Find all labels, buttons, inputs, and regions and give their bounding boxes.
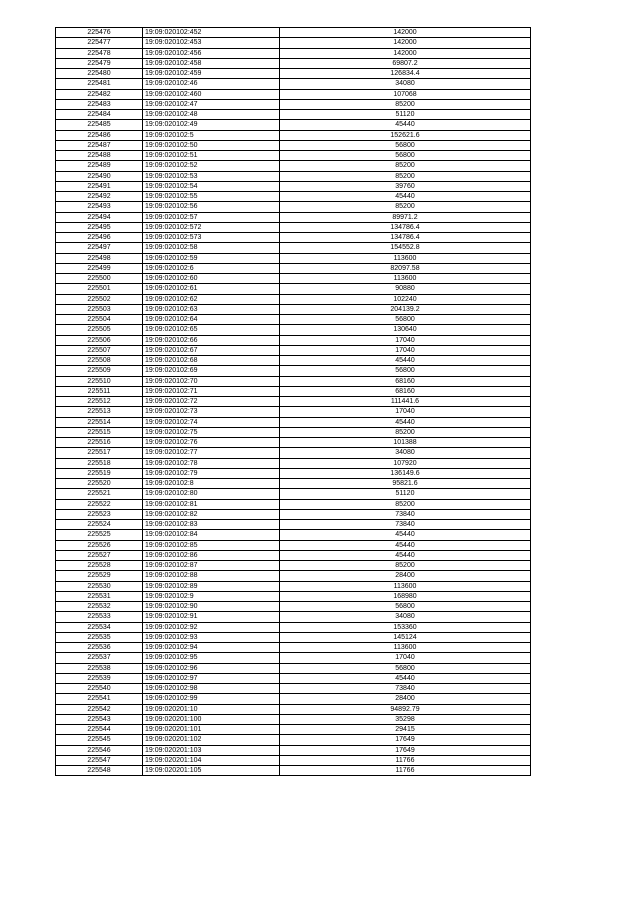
row-number-cell: 225505: [56, 325, 143, 335]
value-cell: 56800: [280, 140, 531, 150]
value-cell: 204139.2: [280, 304, 531, 314]
row-number-cell: 225511: [56, 386, 143, 396]
value-cell: 142000: [280, 38, 531, 48]
cadastral-number-cell: 19:09:020102:6: [143, 263, 280, 273]
value-cell: 85200: [280, 161, 531, 171]
table-row: [56, 120, 531, 130]
value-cell: 85200: [280, 202, 531, 212]
table-row: [56, 325, 531, 335]
row-number-cell: 225516: [56, 438, 143, 448]
row-number-cell: 225517: [56, 448, 143, 458]
value-cell: 95821.6: [280, 479, 531, 489]
cadastral-number-cell: 19:09:020102:5: [143, 130, 280, 140]
value-cell: 17649: [280, 745, 531, 755]
value-cell: 28400: [280, 694, 531, 704]
row-number-cell: 225500: [56, 274, 143, 284]
value-cell: 73840: [280, 684, 531, 694]
table-row: [56, 99, 531, 109]
value-cell: 152621.6: [280, 130, 531, 140]
cadastral-number-cell: 19:09:020102:54: [143, 181, 280, 191]
table-row: [56, 735, 531, 745]
cadastral-number-cell: 19:09:020102:82: [143, 509, 280, 519]
value-cell: 153360: [280, 622, 531, 632]
row-number-cell: 225486: [56, 130, 143, 140]
table-row: [56, 725, 531, 735]
cadastral-number-cell: 19:09:020102:57: [143, 212, 280, 222]
table-row: [56, 335, 531, 345]
value-cell: 29415: [280, 725, 531, 735]
cadastral-number-cell: 19:09:020201:104: [143, 755, 280, 765]
cadastral-number-cell: 19:09:020102:69: [143, 366, 280, 376]
value-cell: 56800: [280, 315, 531, 325]
table-row: [56, 69, 531, 79]
value-cell: 68160: [280, 376, 531, 386]
value-cell: 73840: [280, 520, 531, 530]
value-cell: 136149.6: [280, 468, 531, 478]
row-number-cell: 225522: [56, 499, 143, 509]
value-cell: 35298: [280, 714, 531, 724]
table-row: [56, 376, 531, 386]
cadastral-number-cell: 19:09:020102:66: [143, 335, 280, 345]
row-number-cell: 225541: [56, 694, 143, 704]
table-row: [56, 130, 531, 140]
table-row: [56, 632, 531, 642]
value-cell: 11766: [280, 755, 531, 765]
cadastral-number-cell: 19:09:020102:50: [143, 140, 280, 150]
value-cell: 45440: [280, 530, 531, 540]
table-row: [56, 253, 531, 263]
table-row: [56, 499, 531, 509]
cadastral-number-cell: 19:09:020102:72: [143, 397, 280, 407]
row-number-cell: 225506: [56, 335, 143, 345]
value-cell: 107920: [280, 458, 531, 468]
value-cell: 45440: [280, 540, 531, 550]
row-number-cell: 225509: [56, 366, 143, 376]
row-number-cell: 225514: [56, 417, 143, 427]
cadastral-number-cell: 19:09:020102:91: [143, 612, 280, 622]
cadastral-number-cell: 19:09:020201:10: [143, 704, 280, 714]
cadastral-number-cell: 19:09:020102:68: [143, 356, 280, 366]
value-cell: 69807.2: [280, 58, 531, 68]
row-number-cell: 225482: [56, 89, 143, 99]
cadastral-number-cell: 19:09:020102:573: [143, 233, 280, 243]
value-cell: 45440: [280, 192, 531, 202]
cadastral-number-cell: 19:09:020102:86: [143, 550, 280, 560]
cadastral-number-cell: 19:09:020102:46: [143, 79, 280, 89]
table-row: [56, 356, 531, 366]
value-cell: 113600: [280, 253, 531, 263]
row-number-cell: 225543: [56, 714, 143, 724]
cadastral-number-cell: 19:09:020102:70: [143, 376, 280, 386]
cadastral-number-cell: 19:09:020102:80: [143, 489, 280, 499]
cadastral-number-cell: 19:09:020102:65: [143, 325, 280, 335]
row-number-cell: 225533: [56, 612, 143, 622]
value-cell: 17040: [280, 407, 531, 417]
table-row: [56, 294, 531, 304]
cadastral-number-cell: 19:09:020102:77: [143, 448, 280, 458]
value-cell: 17040: [280, 653, 531, 663]
value-cell: 68160: [280, 386, 531, 396]
value-cell: 17040: [280, 335, 531, 345]
value-cell: 45440: [280, 356, 531, 366]
row-number-cell: 225523: [56, 509, 143, 519]
table-row: [56, 550, 531, 560]
row-number-cell: 225532: [56, 602, 143, 612]
table-row: [56, 89, 531, 99]
value-cell: 113600: [280, 274, 531, 284]
row-number-cell: 225547: [56, 755, 143, 765]
row-number-cell: 225526: [56, 540, 143, 550]
row-number-cell: 225501: [56, 284, 143, 294]
row-number-cell: 225544: [56, 725, 143, 735]
table-row: [56, 304, 531, 314]
table-row: [56, 284, 531, 294]
table-row: [56, 581, 531, 591]
table-row: [56, 755, 531, 765]
cadastral-number-cell: 19:09:020102:75: [143, 427, 280, 437]
value-cell: 89971.2: [280, 212, 531, 222]
cadastral-number-cell: 19:09:020102:61: [143, 284, 280, 294]
row-number-cell: 225510: [56, 376, 143, 386]
cadastral-number-cell: 19:09:020102:94: [143, 643, 280, 653]
row-number-cell: 225540: [56, 684, 143, 694]
value-cell: 85200: [280, 561, 531, 571]
table-row: [56, 28, 531, 38]
row-number-cell: 225527: [56, 550, 143, 560]
value-cell: 85200: [280, 171, 531, 181]
value-cell: 101388: [280, 438, 531, 448]
value-cell: 17040: [280, 345, 531, 355]
table-row: [56, 602, 531, 612]
table-row: [56, 427, 531, 437]
value-cell: 56800: [280, 366, 531, 376]
row-number-cell: 225491: [56, 181, 143, 191]
cadastral-number-cell: 19:09:020102:51: [143, 151, 280, 161]
value-cell: 102240: [280, 294, 531, 304]
table-row: [56, 263, 531, 273]
cadastral-number-cell: 19:09:020201:103: [143, 745, 280, 755]
value-cell: 82097.58: [280, 263, 531, 273]
row-number-cell: 225488: [56, 151, 143, 161]
cadastral-number-cell: 19:09:020102:62: [143, 294, 280, 304]
table-row: [56, 766, 531, 776]
table-row: [56, 171, 531, 181]
row-number-cell: 225490: [56, 171, 143, 181]
cadastral-number-cell: 19:09:020102:87: [143, 561, 280, 571]
table-row: [56, 458, 531, 468]
table-row: [56, 161, 531, 171]
table-row: [56, 468, 531, 478]
cadastral-number-cell: 19:09:020102:95: [143, 653, 280, 663]
table-row: [56, 407, 531, 417]
table-row: [56, 448, 531, 458]
value-cell: 28400: [280, 571, 531, 581]
value-cell: 11766: [280, 766, 531, 776]
row-number-cell: 225485: [56, 120, 143, 130]
table-row: [56, 530, 531, 540]
table-row: [56, 38, 531, 48]
cadastral-number-cell: 19:09:020102:78: [143, 458, 280, 468]
value-cell: 145124: [280, 632, 531, 642]
value-cell: 134786.4: [280, 233, 531, 243]
value-cell: 51120: [280, 110, 531, 120]
value-cell: 45440: [280, 417, 531, 427]
row-number-cell: 225489: [56, 161, 143, 171]
table-row: [56, 745, 531, 755]
row-number-cell: 225477: [56, 38, 143, 48]
row-number-cell: 225539: [56, 673, 143, 683]
row-number-cell: 225499: [56, 263, 143, 273]
row-number-cell: 225538: [56, 663, 143, 673]
row-number-cell: 225534: [56, 622, 143, 632]
row-number-cell: 225530: [56, 581, 143, 591]
row-number-cell: 225508: [56, 356, 143, 366]
table-row: [56, 520, 531, 530]
cadastral-number-cell: 19:09:020102:67: [143, 345, 280, 355]
table-row: [56, 315, 531, 325]
cadastral-number-cell: 19:09:020102:92: [143, 622, 280, 632]
row-number-cell: 225481: [56, 79, 143, 89]
table-row: [56, 571, 531, 581]
cadastral-number-cell: 19:09:020102:8: [143, 479, 280, 489]
cadastral-number-cell: 19:09:020102:73: [143, 407, 280, 417]
table-row: [56, 694, 531, 704]
cadastral-number-cell: 19:09:020102:79: [143, 468, 280, 478]
cadastral-number-cell: 19:09:020102:85: [143, 540, 280, 550]
row-number-cell: 225497: [56, 243, 143, 253]
row-number-cell: 225535: [56, 632, 143, 642]
data-table: [55, 27, 531, 776]
cadastral-number-cell: 19:09:020102:76: [143, 438, 280, 448]
row-number-cell: 225502: [56, 294, 143, 304]
table-row: [56, 612, 531, 622]
cadastral-number-cell: 19:09:020102:453: [143, 38, 280, 48]
cadastral-number-cell: 19:09:020102:459: [143, 69, 280, 79]
table-row: [56, 417, 531, 427]
table-row: [56, 673, 531, 683]
row-number-cell: 225546: [56, 745, 143, 755]
row-number-cell: 225520: [56, 479, 143, 489]
cadastral-number-cell: 19:09:020102:74: [143, 417, 280, 427]
table-row: [56, 622, 531, 632]
table-row: [56, 79, 531, 89]
cadastral-number-cell: 19:09:020102:90: [143, 602, 280, 612]
table-row: [56, 561, 531, 571]
cadastral-number-cell: 19:09:020102:9: [143, 591, 280, 601]
value-cell: 113600: [280, 643, 531, 653]
row-number-cell: 225513: [56, 407, 143, 417]
row-number-cell: 225498: [56, 253, 143, 263]
table-row: [56, 663, 531, 673]
row-number-cell: 225487: [56, 140, 143, 150]
cadastral-number-cell: 19:09:020102:56: [143, 202, 280, 212]
row-number-cell: 225528: [56, 561, 143, 571]
table-row: [56, 181, 531, 191]
row-number-cell: 225494: [56, 212, 143, 222]
cadastral-number-cell: 19:09:020102:48: [143, 110, 280, 120]
row-number-cell: 225542: [56, 704, 143, 714]
value-cell: 85200: [280, 99, 531, 109]
row-number-cell: 225496: [56, 233, 143, 243]
table-row: [56, 489, 531, 499]
cadastral-number-cell: 19:09:020102:460: [143, 89, 280, 99]
value-cell: 45440: [280, 550, 531, 560]
cadastral-number-cell: 19:09:020102:63: [143, 304, 280, 314]
table-row: [56, 274, 531, 284]
cadastral-number-cell: 19:09:020102:84: [143, 530, 280, 540]
table-row: [56, 58, 531, 68]
cadastral-number-cell: 19:09:020102:572: [143, 222, 280, 232]
value-cell: 34080: [280, 448, 531, 458]
row-number-cell: 225537: [56, 653, 143, 663]
value-cell: 94892.79: [280, 704, 531, 714]
row-number-cell: 225524: [56, 520, 143, 530]
value-cell: 134786.4: [280, 222, 531, 232]
value-cell: 56800: [280, 663, 531, 673]
table-row: [56, 151, 531, 161]
table-row: [56, 345, 531, 355]
value-cell: 90880: [280, 284, 531, 294]
table-row: [56, 48, 531, 58]
row-number-cell: 225492: [56, 192, 143, 202]
value-cell: 142000: [280, 28, 531, 38]
value-cell: 45440: [280, 673, 531, 683]
table-row: [56, 684, 531, 694]
row-number-cell: 225495: [56, 222, 143, 232]
table-row: [56, 110, 531, 120]
value-cell: 51120: [280, 489, 531, 499]
table-row: [56, 509, 531, 519]
table-row: [56, 479, 531, 489]
cadastral-number-cell: 19:09:020102:458: [143, 58, 280, 68]
value-cell: 111441.6: [280, 397, 531, 407]
cadastral-number-cell: 19:09:020102:93: [143, 632, 280, 642]
value-cell: 130640: [280, 325, 531, 335]
cadastral-number-cell: 19:09:020102:81: [143, 499, 280, 509]
row-number-cell: 225479: [56, 58, 143, 68]
table-row: [56, 438, 531, 448]
value-cell: 85200: [280, 499, 531, 509]
table-row: [56, 591, 531, 601]
value-cell: 85200: [280, 427, 531, 437]
value-cell: 168980: [280, 591, 531, 601]
cadastral-number-cell: 19:09:020102:456: [143, 48, 280, 58]
row-number-cell: 225483: [56, 99, 143, 109]
cadastral-number-cell: 19:09:020102:71: [143, 386, 280, 396]
value-cell: 56800: [280, 602, 531, 612]
cadastral-number-cell: 19:09:020102:83: [143, 520, 280, 530]
table-row: [56, 222, 531, 232]
table-row: [56, 192, 531, 202]
row-number-cell: 225493: [56, 202, 143, 212]
value-cell: 107068: [280, 89, 531, 99]
row-number-cell: 225548: [56, 766, 143, 776]
table-row: [56, 202, 531, 212]
value-cell: 34080: [280, 612, 531, 622]
cadastral-number-cell: 19:09:020102:47: [143, 99, 280, 109]
cadastral-number-cell: 19:09:020102:59: [143, 253, 280, 263]
cadastral-number-cell: 19:09:020102:60: [143, 274, 280, 284]
value-cell: 126834.4: [280, 69, 531, 79]
cadastral-number-cell: 19:09:020201:101: [143, 725, 280, 735]
row-number-cell: 225515: [56, 427, 143, 437]
cadastral-number-cell: 19:09:020201:100: [143, 714, 280, 724]
table-row: [56, 243, 531, 253]
table-row: [56, 704, 531, 714]
cadastral-number-cell: 19:09:020102:53: [143, 171, 280, 181]
value-cell: 113600: [280, 581, 531, 591]
row-number-cell: 225507: [56, 345, 143, 355]
row-number-cell: 225478: [56, 48, 143, 58]
value-cell: 17649: [280, 735, 531, 745]
row-number-cell: 225504: [56, 315, 143, 325]
table-row: [56, 714, 531, 724]
table-row: [56, 397, 531, 407]
table-body: [56, 28, 531, 776]
cadastral-number-cell: 19:09:020201:105: [143, 766, 280, 776]
table-row: [56, 233, 531, 243]
table-row: [56, 653, 531, 663]
value-cell: 142000: [280, 48, 531, 58]
value-cell: 154552.8: [280, 243, 531, 253]
row-number-cell: 225545: [56, 735, 143, 745]
table-row: [56, 643, 531, 653]
value-cell: 56800: [280, 151, 531, 161]
table-row: [56, 366, 531, 376]
cadastral-number-cell: 19:09:020102:99: [143, 694, 280, 704]
row-number-cell: 225531: [56, 591, 143, 601]
cadastral-number-cell: 19:09:020102:96: [143, 663, 280, 673]
row-number-cell: 225536: [56, 643, 143, 653]
value-cell: 45440: [280, 120, 531, 130]
cadastral-number-cell: 19:09:020102:98: [143, 684, 280, 694]
row-number-cell: 225521: [56, 489, 143, 499]
cadastral-number-cell: 19:09:020102:52: [143, 161, 280, 171]
table-row: [56, 212, 531, 222]
row-number-cell: 225519: [56, 468, 143, 478]
row-number-cell: 225518: [56, 458, 143, 468]
cadastral-number-cell: 19:09:020102:452: [143, 28, 280, 38]
cadastral-number-cell: 19:09:020102:64: [143, 315, 280, 325]
row-number-cell: 225480: [56, 69, 143, 79]
table-row: [56, 386, 531, 396]
row-number-cell: 225512: [56, 397, 143, 407]
value-cell: 34080: [280, 79, 531, 89]
cadastral-number-cell: 19:09:020102:58: [143, 243, 280, 253]
row-number-cell: 225476: [56, 28, 143, 38]
table-row: [56, 140, 531, 150]
value-cell: 39760: [280, 181, 531, 191]
cadastral-number-cell: 19:09:020102:49: [143, 120, 280, 130]
cadastral-number-cell: 19:09:020201:102: [143, 735, 280, 745]
row-number-cell: 225525: [56, 530, 143, 540]
cadastral-number-cell: 19:09:020102:97: [143, 673, 280, 683]
value-cell: 73840: [280, 509, 531, 519]
table-row: [56, 540, 531, 550]
cadastral-number-cell: 19:09:020102:88: [143, 571, 280, 581]
cadastral-number-cell: 19:09:020102:89: [143, 581, 280, 591]
row-number-cell: 225484: [56, 110, 143, 120]
row-number-cell: 225529: [56, 571, 143, 581]
cadastral-number-cell: 19:09:020102:55: [143, 192, 280, 202]
row-number-cell: 225503: [56, 304, 143, 314]
